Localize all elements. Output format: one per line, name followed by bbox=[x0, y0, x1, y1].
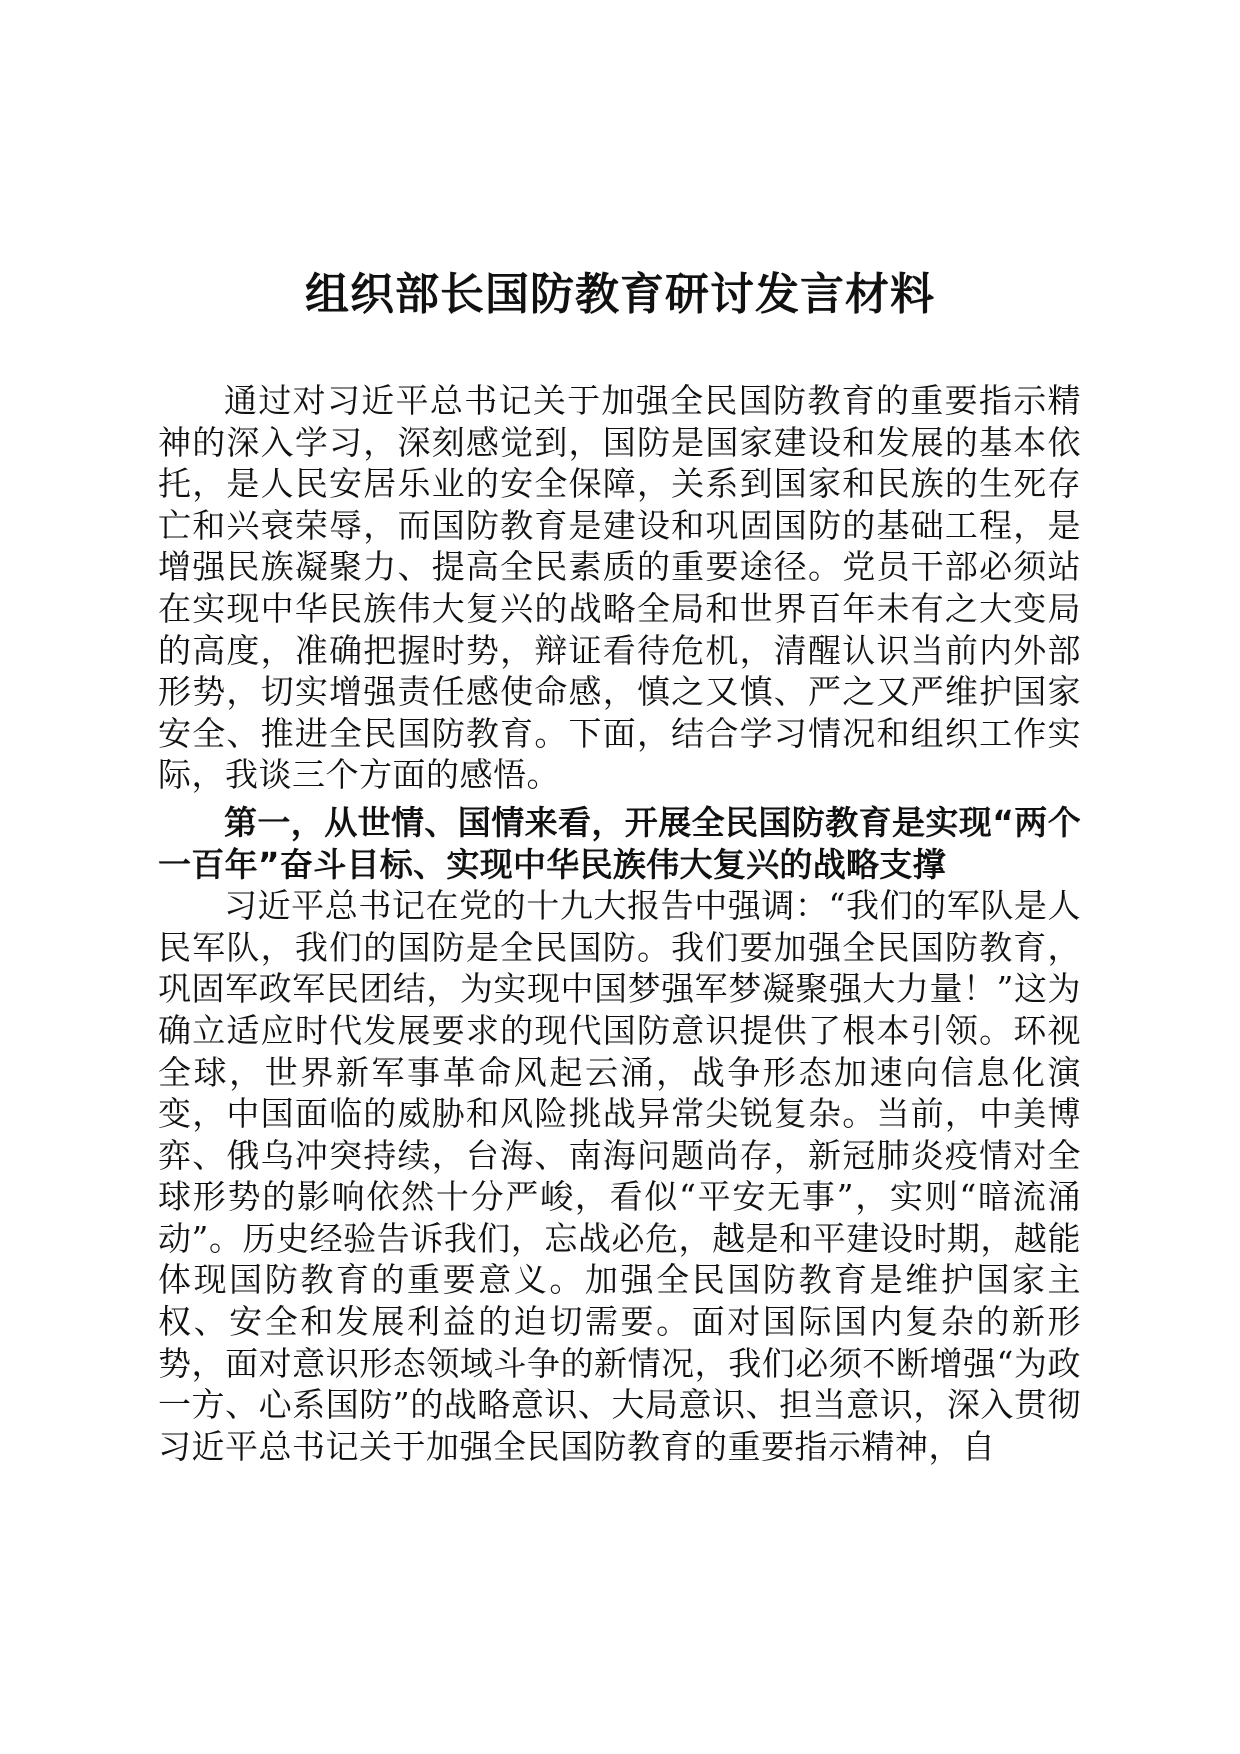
section-1-paragraph: 习近平总书记在党的十九大报告中强调：“我们的军队是人民军队，我们的国防是全民国防。我们要加强全民国防教育，巩固军政军民团结，为实现中国梦强军梦凝聚强大力量！”这为确立适应时代发展要求的现代国防意识提供了根本引领。环视全球，世界新军事革命风起云涌，战争形态加速向信息化演变，中国面临的威胁和风险挑战异常尖锐复杂。当前，中美博弈、俄乌冲突持续，台海、南海问题尚存，新冠肺炎疫情对全球形势的影响依然十分严峻，看似“平安无事”，实则“暗流涌动”。历史经验告诉我们，忘战必危，越是和平建设时期，越能体现国防教育的重要意义。加强全民国防教育是维护国家主权、安全和发展利益的迫切需要。面对国际国内复杂的新形势，面对意识形态领域斗争的新情况，我们必须不断增强“为政一方、心系国防”的战略意识、大局意识、担当意识，深入贯彻习近平总书记关于加强全民国防教育的重要指示精神，自 bbox=[158, 886, 1081, 1466]
document-body bbox=[158, 380, 1081, 1467]
document-title: 组织部长国防教育研讨发言材料 bbox=[305, 269, 935, 320]
section-heading-1: 第一，从世情、国情来看，开展全民国防教育是实现“两个一百年”奋斗目标、实现中华民族伟大复兴的战略支撑 bbox=[158, 802, 1081, 884]
intro-paragraph: 通过对习近平总书记关于加强全民国防教育的重要指示精神的深入学习，深刻感觉到，国防是国家建设和发展的基本依托，是人民安居乐业的安全保障，关系到国家和民族的生死存亡和兴衰荣辱，而国防教育是建设和巩固国防的基础工程，是增强民族凝聚力、提高全民素质的重要途径。党员干部必须站在实现中华民族伟大复兴的战略全局和世界百年未有之大变局的高度，准确把握时势，辩证看待危机，清醒认识当前内外部形势，切实增强责任感使命感，慎之又慎、严之又严维护国家安全、推进全民国防教育。下面，结合学习情况和组织工作实际，我谈三个方面的感悟。 bbox=[158, 381, 1081, 795]
